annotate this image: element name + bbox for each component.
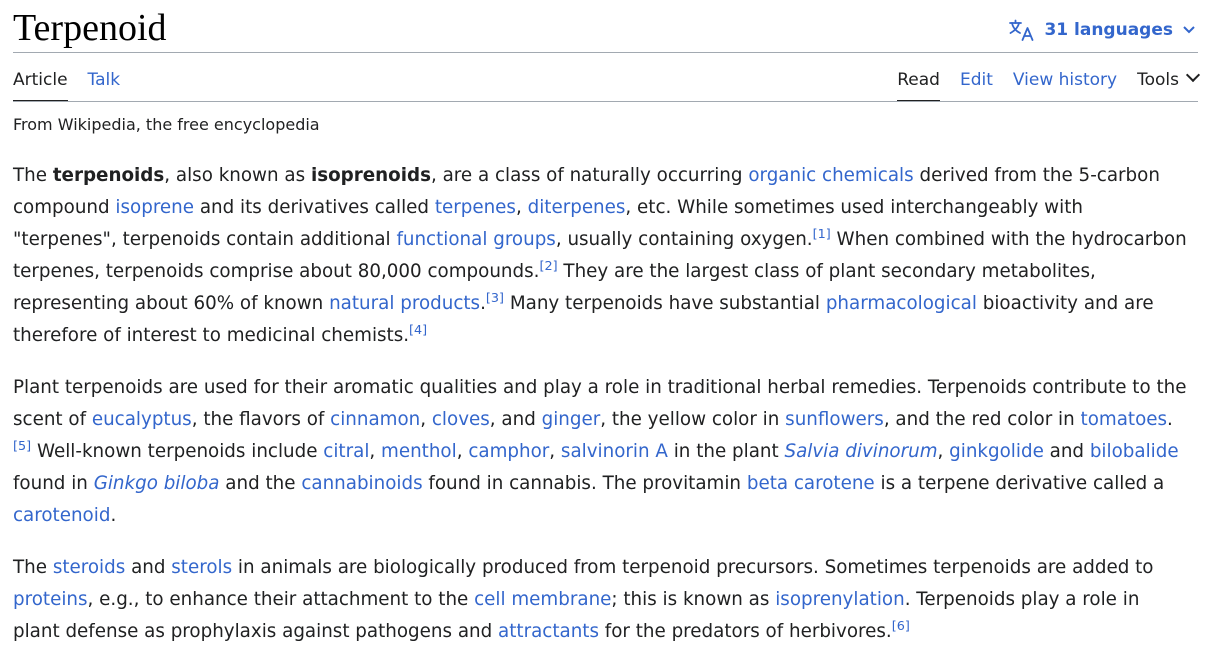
body-text: , are a class of naturally occurring: [430, 165, 749, 186]
body-text: , and: [489, 409, 542, 430]
body-text: and: [1043, 441, 1090, 462]
tab-article[interactable]: Article: [13, 64, 68, 102]
body-text: Plant terpenoids are used for their aromatic qualities and play a role in traditional herbal remedies. Terpenoids contribute to the scent of: [13, 377, 1187, 430]
article-link[interactable]: diterpenes: [527, 197, 626, 218]
body-text: is a terpene derivative called a: [874, 473, 1165, 494]
body-text: and the: [219, 473, 302, 494]
body-text: ,: [420, 409, 432, 430]
article-link[interactable]: eucalyptus: [91, 409, 192, 430]
paragraph: [13, 160, 1189, 352]
article-link[interactable]: camphor: [468, 441, 550, 462]
bold-term: terpenoids: [52, 165, 165, 186]
namespace-tabs: [13, 64, 140, 102]
body-text: Well-known terpenoids include: [31, 441, 324, 462]
article-link[interactable]: cinnamon: [330, 409, 421, 430]
body-text: bioactivity and are therefore of interest to medicinal chemists.: [13, 293, 1154, 346]
chevron-down-icon: [1186, 68, 1200, 82]
body-text: . Terpenoids play a role in plant defense as prophylaxis against pathogens and: [13, 589, 1140, 642]
article-link[interactable]: Salvia divinorum: [784, 441, 938, 462]
article-link[interactable]: organic chemicals: [748, 165, 914, 186]
citation-ref: [539, 259, 557, 274]
body-text: ,: [456, 441, 469, 462]
body-text: , the yellow color in: [600, 409, 786, 430]
article-link[interactable]: natural products: [329, 293, 481, 314]
translate-icon: [1009, 19, 1035, 41]
citation-link[interactable]: [4]: [409, 323, 428, 338]
body-text: Many terpenoids have substantial: [504, 293, 826, 314]
body-text: ; this is known as: [611, 589, 776, 610]
body-text: .: [110, 505, 117, 526]
body-text: , etc. While sometimes used interchangeably with "terpenes", terpenoids contain additional: [13, 197, 1083, 250]
article-link[interactable]: ginkgolide: [949, 441, 1044, 462]
article-link[interactable]: tomatoes: [1080, 409, 1168, 430]
language-selector[interactable]: [1009, 16, 1196, 44]
article-link[interactable]: Ginkgo biloba: [93, 473, 220, 494]
body-text: , e.g., to enhance their attachment to the: [87, 589, 475, 610]
article-link[interactable]: pharmacological: [825, 293, 977, 314]
tools-menu[interactable]: [1137, 64, 1198, 102]
body-text: , usually containing oxygen.: [555, 229, 813, 250]
citation-link[interactable]: [5]: [13, 439, 32, 454]
body-text: and: [125, 557, 172, 578]
paragraph: [13, 552, 1189, 648]
body-text: , the flavors of: [191, 409, 331, 430]
tabs-divider: [13, 101, 1198, 102]
body-text: for the predators of herbivores.: [599, 621, 892, 642]
citation-ref: [892, 619, 910, 634]
body-text: derived from the 5-carbon compound: [13, 165, 1160, 218]
title-divider: [13, 52, 1198, 53]
article-link[interactable]: isoprene: [115, 197, 195, 218]
article-link[interactable]: proteins: [13, 589, 88, 610]
site-tagline: From Wikipedia, the free encyclopedia: [13, 115, 320, 134]
article-link[interactable]: salvinorin A: [560, 441, 668, 462]
article-link[interactable]: steroids: [52, 557, 126, 578]
bold-term: isoprenoids: [310, 165, 431, 186]
article-link[interactable]: bilobalide: [1089, 441, 1179, 462]
citation-link[interactable]: [6]: [891, 619, 910, 634]
article-link[interactable]: terpenes: [434, 197, 516, 218]
citation-ref: [486, 291, 504, 306]
body-text: , also known as: [164, 165, 311, 186]
tools-label: Tools: [1137, 70, 1179, 90]
article-link[interactable]: carotenoid: [13, 505, 111, 526]
citation-ref: [13, 439, 31, 454]
page-title: Terpenoid: [13, 7, 167, 49]
article-link[interactable]: sterols: [171, 557, 233, 578]
chevron-down-icon: [1182, 25, 1196, 35]
body-text: and its derivatives called: [194, 197, 435, 218]
article-link[interactable]: beta carotene: [746, 473, 875, 494]
body-text: ,: [515, 197, 528, 218]
body-text: They are the largest class of plant secondary metabolites, representing about 60% of known: [13, 261, 1096, 314]
tab-read[interactable]: Read: [897, 64, 940, 102]
article-body: [13, 160, 1189, 668]
body-text: .: [1167, 409, 1173, 430]
body-text: .: [480, 293, 486, 314]
body-text: found in: [13, 473, 94, 494]
article-link[interactable]: cannabinoids: [301, 473, 423, 494]
body-text: in the plant: [667, 441, 785, 462]
article-link[interactable]: sunflowers: [785, 409, 884, 430]
citation-ref: [813, 227, 831, 242]
tab-edit[interactable]: Edit: [959, 70, 993, 90]
citation-link[interactable]: [3]: [485, 291, 505, 306]
body-text: The: [13, 165, 53, 186]
body-text: ,: [937, 441, 950, 462]
article-link[interactable]: isoprenylation: [775, 589, 905, 610]
paragraph: [13, 372, 1189, 532]
citation-ref: [409, 323, 427, 338]
article-link[interactable]: cell membrane: [474, 589, 612, 610]
view-tabs: [897, 64, 1198, 102]
body-text: , and the red color in: [883, 409, 1081, 430]
article-link[interactable]: functional groups: [396, 229, 556, 250]
body-text: found in cannabis. The provitamin: [422, 473, 747, 494]
article-link[interactable]: ginger: [541, 409, 601, 430]
article-link[interactable]: attractants: [498, 621, 599, 642]
body-text: in animals are biologically produced from terpenoid precursors. Sometimes terpenoids are added to: [232, 557, 1154, 578]
body-text: The: [13, 557, 53, 578]
tab-talk[interactable]: Talk: [87, 70, 121, 90]
languages-label: 31 languages: [1044, 20, 1173, 40]
body-text: When combined with the hydrocarbon terpenes, terpenoids comprise about 80,000 compounds.: [13, 229, 1187, 282]
body-text: ,: [369, 441, 382, 462]
body-text: ,: [549, 441, 561, 462]
article-link[interactable]: menthol: [381, 441, 457, 462]
article-link[interactable]: citral: [323, 441, 370, 462]
article-link[interactable]: cloves: [431, 409, 490, 430]
citation-link[interactable]: [1]: [812, 227, 831, 242]
tab-view-history[interactable]: View history: [1012, 70, 1118, 90]
citation-link[interactable]: [2]: [539, 259, 558, 274]
